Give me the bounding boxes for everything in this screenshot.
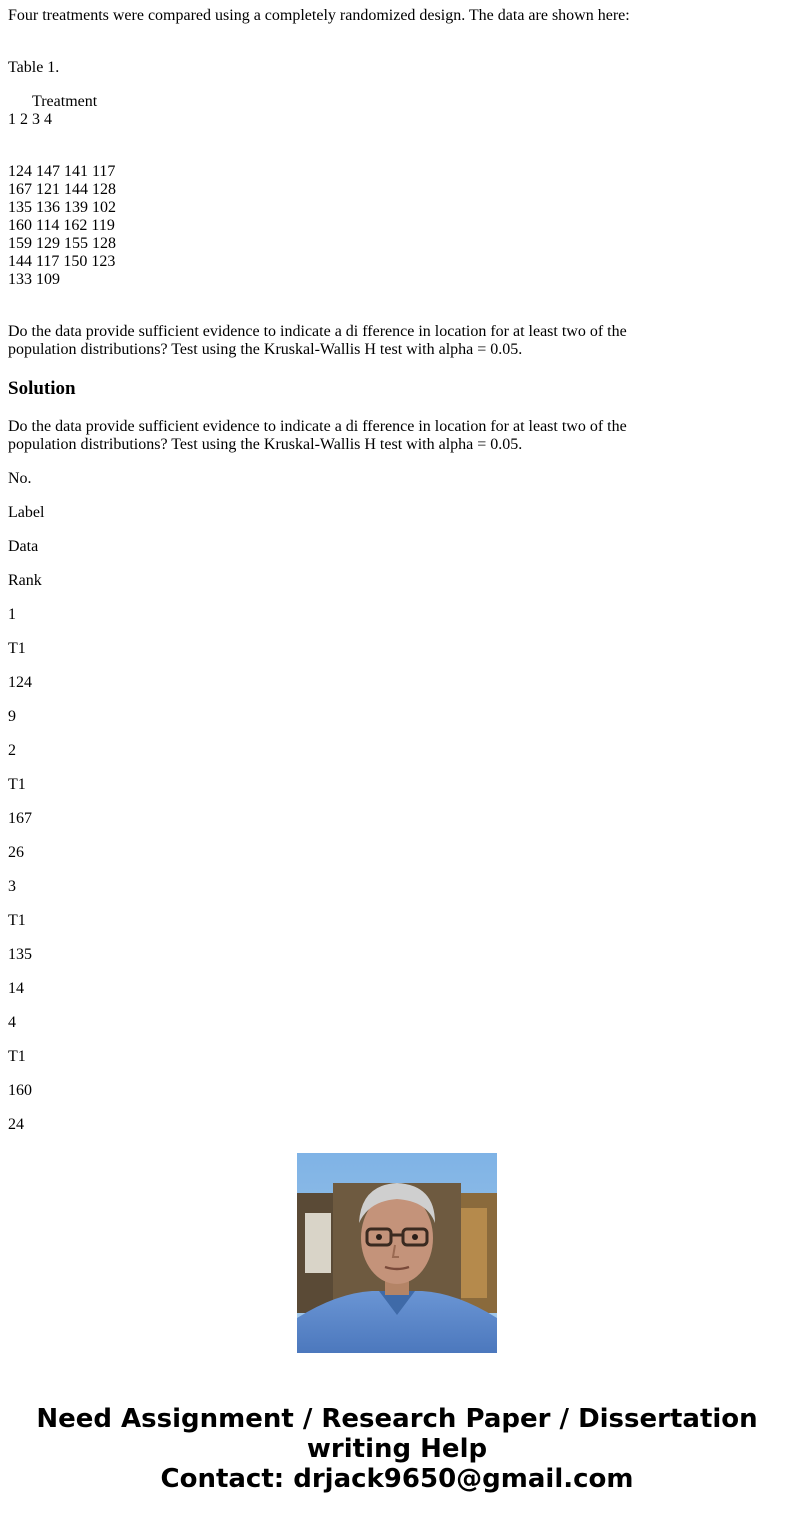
entry-no: 3: [8, 878, 16, 895]
entry-data: 160: [8, 1082, 32, 1099]
table-row: 159 129 155 128: [8, 235, 116, 252]
table-row: 144 117 150 123: [8, 253, 116, 270]
footer-contact: Contact: drjack9650@gmail.com: [160, 1464, 634, 1494]
entry-rank: 26: [8, 844, 24, 861]
solution-prompt-line: population distributions? Test using the Kruskal-Wallis H test with alpha = 0.05.: [8, 436, 523, 453]
entry-no: 4: [8, 1014, 16, 1031]
footer-line: writing Help: [306, 1434, 488, 1464]
entry-rank: 24: [8, 1116, 24, 1133]
entry-no: 2: [8, 742, 16, 759]
table-row: 133 109: [8, 271, 60, 288]
column-header-no: No.: [8, 470, 32, 487]
entry-label: T1: [8, 640, 26, 657]
table-row: 160 114 162 119: [8, 217, 115, 234]
question-intro: Four treatments were compared using a completely randomized design. The data are shown here:: [8, 7, 630, 24]
treatment-header: Treatment: [32, 93, 98, 110]
question-prompt-line: population distributions? Test using the Kruskal-Wallis H test with alpha = 0.05.: [8, 341, 523, 358]
entry-data: 124: [8, 674, 32, 691]
entry-data: 167: [8, 810, 32, 827]
solution-heading: Solution: [8, 378, 76, 399]
column-header-label: Label: [8, 504, 45, 521]
avatar-portrait-image: [297, 1153, 497, 1353]
column-header-data: Data: [8, 538, 39, 555]
table-row: 135 136 139 102: [8, 199, 116, 216]
solution-prompt-line: Do the data provide sufficient evidence to indicate a di fference in location for at least two of the: [8, 418, 627, 435]
entry-data: 135: [8, 946, 32, 963]
entry-no: 1: [8, 606, 16, 623]
entry-rank: 14: [8, 980, 24, 997]
entry-rank: 9: [8, 708, 16, 725]
question-prompt-line: Do the data provide sufficient evidence to indicate a di fference in location for at least two of the: [8, 323, 627, 340]
treatment-numbers: 1 2 3 4: [8, 111, 52, 128]
table-row: 124 147 141 117: [8, 163, 116, 180]
column-header-rank: Rank: [8, 572, 42, 589]
entry-label: T1: [8, 912, 26, 929]
table-row: 167 121 144 128: [8, 181, 116, 198]
entry-label: T1: [8, 776, 26, 793]
entry-label: T1: [8, 1048, 26, 1065]
author-avatar: [297, 1153, 497, 1353]
table-title: Table 1.: [8, 59, 60, 76]
footer-line: Need Assignment / Research Paper / Dissertation: [36, 1404, 758, 1434]
